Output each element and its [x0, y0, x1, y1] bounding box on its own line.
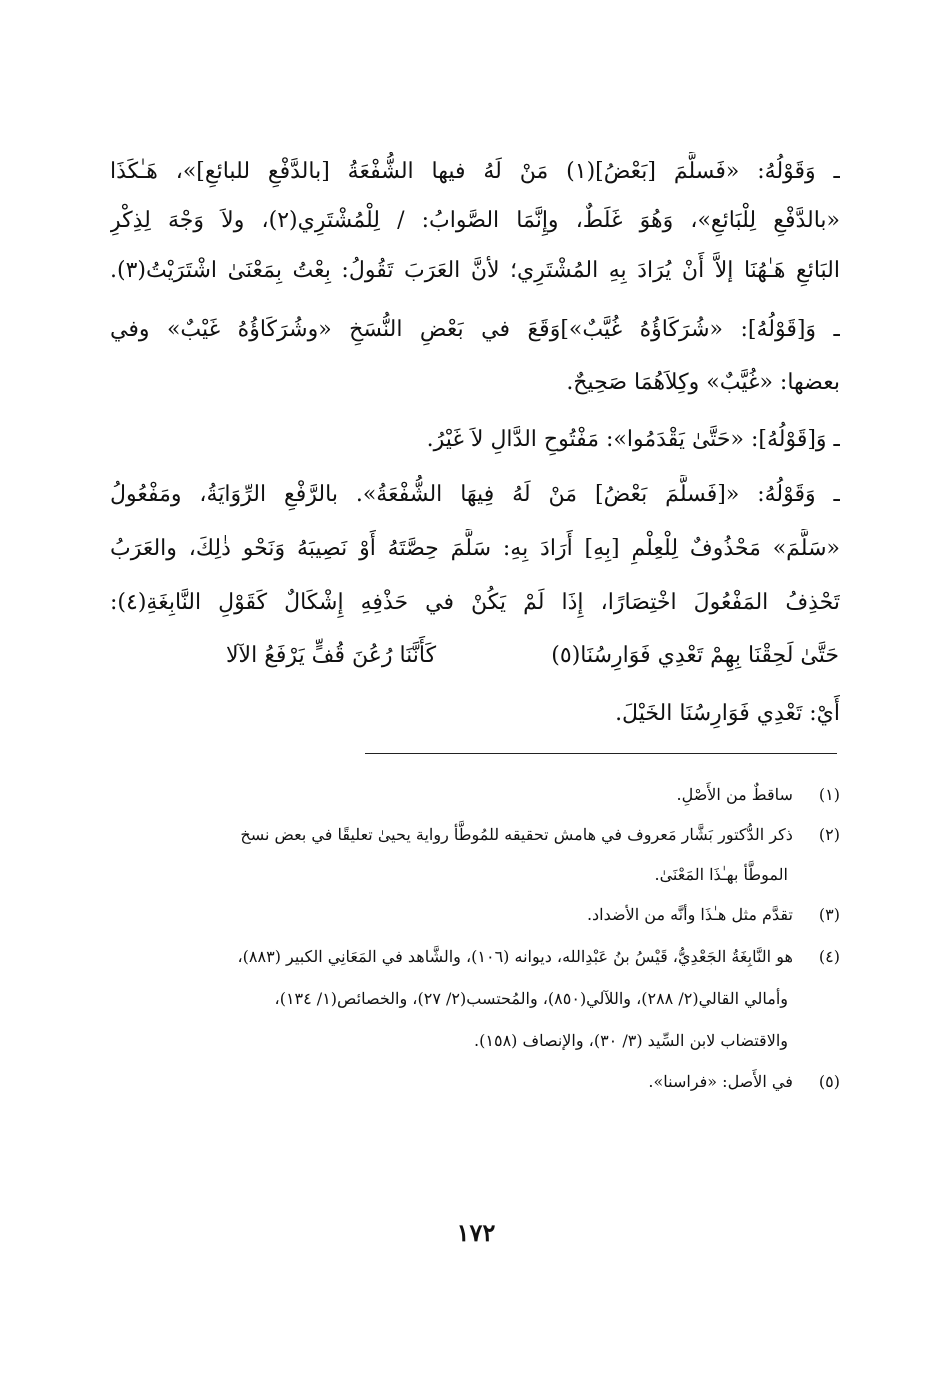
paragraph-line-8: «سَلَّمَ» مَحْذُوفٌ لِلْعِلْمِ [بِهِ] أَرَادَ بِهِ: سَلَّمَ حِصَّتَهُ أَوْ نَصِيبَهُ وَنَحْو ذٰلِكَ، والعَرَبُ: [110, 536, 840, 561]
footnote-text: ساقطٌ من الأَصْلِ.: [676, 785, 793, 804]
footnote-number: (٢): [818, 825, 840, 844]
paragraph-line-5: بعضها: «غُيَّبٌ» وكِلاَهُمَا صَحِيحٌ.: [566, 370, 840, 395]
paragraph-line-4: ـ وَ[قَوْلُهُ]: «شُرَكَاؤُهُ غُيَّبٌ»]وَقَعَ في بَعْضِ النُّسَخِ «وشُرَكَاؤُهُ غَيْبٌ» وفي: [110, 317, 840, 342]
verse-first-hemistich: حَتَّىٰ لَحِقْنَا بِهِمْ تَعْدِي فَوَارِسُنَا(٥): [551, 643, 839, 668]
footnote-4: [110, 940, 840, 974]
paragraph-line-6: ـ وَ[قَوْلُهُ]: «حَتَّىٰ يَقْدَمُوا»: مَفْتُوحِ الدَّالِ لاَ غَيْرُ.: [426, 427, 840, 452]
footnote-text: هو النَّابِغَةُ الجَعْدِيُّ، قَيْسُ بنُ عَبْدِالله، ديوانه (١٠٦)، والشَّاهد في المَعَانِي الكبير (٨٨٣)،: [237, 947, 793, 966]
verse-second-hemistich: كَأَنَّنَا رُعُنَ قُفٍّ يَرْفَعُ الآلا: [226, 643, 437, 668]
paragraph-line-7: ـ وَقَوْلُهُ: «[فَسلَّمَ بَعْضُ] مَنْ لَهُ فِيهَا الشُّفْعَةُ». بالرَّفْعِ الرِّوَايَةُ، ومَفْعُولُ: [110, 482, 840, 507]
paragraph-after-verse: أَيْ: تَعْدِي فَوَارِسُنَا الخَيْلَ.: [615, 701, 840, 726]
page-number: ١٧٢: [456, 1218, 496, 1247]
footnote-5: [110, 1065, 840, 1099]
paragraph-line-1: ـ وَقَوْلُهُ: «فَسلَّمَ [بَعْضُ](١) مَنْ لَهُ فيها الشُّفْعَةُ [بالدَّفْعِ للبائعِ]»، هَـٰكَذَا: [110, 159, 840, 184]
footnote-number: (٥): [818, 1072, 840, 1091]
footnote-3: [110, 898, 840, 932]
paragraph-line-3: البَائعِ هَـٰهُنَا إلاَّ أَنْ يُرَادَ بِهِ المُشْتَرِي؛ لأنَّ العَرَبَ تَقُولُ: بِعْتُ بِمَعْنَىٰ اشْتَرَيْتُ(٣).: [110, 258, 840, 283]
footnote-2-continuation: الموطَّأ بهـٰذَا المَعْنَىٰ.: [654, 865, 788, 884]
footnote-number: (١): [818, 785, 840, 804]
paragraph-line-2: «بالدَّفْعِ لِلْبَائعِ»، وَهُوَ غَلَطٌ، وإِنَّمَا الصَّوابُ: / لِلْمُشْتَرِي(٢)، ولاَ وَجْهَ لِذِكْرِ: [110, 208, 840, 233]
footnote-1: [110, 778, 840, 812]
footnote-text: تقدَّم مثل هـٰذَا وأنَّه من الأضداد.: [586, 905, 793, 924]
footnote-number: (٣): [818, 905, 840, 924]
footnote-2: [110, 818, 840, 852]
footnote-separator: [365, 753, 837, 754]
footnote-4-continuation-1: وأمالي القالي(٢/ ٢٨٨)، واللآلي(٨٥٠)، والمُحتسب(٢/ ٢٧)، والخصائص(١/ ١٣٤)،: [274, 989, 788, 1008]
footnote-number: (٤): [818, 947, 840, 966]
footnote-4-continuation-2: والاقتضاب لابن السِّيد (٣/ ٣٠)، والإنصاف (١٥٨).: [474, 1031, 788, 1050]
paragraph-line-9: تَحْذِفُ المَفْعُولَ اخْتِصَارًا، إِذَا لَمْ يَكُنْ في حَذْفِهِ إِشْكَالٌ كَقَوْلِ النَّابِغَةِ(٤):: [110, 590, 840, 615]
footnote-text: ذكر الدُّكتور بَشَّار مَعروف في هامش تحقيقه للمُوطَّأ رواية يحيىٰ تعليقًا في بعض نسخ: [240, 825, 793, 844]
footnote-text: في الأَصل: «فراسنا».: [648, 1072, 793, 1091]
